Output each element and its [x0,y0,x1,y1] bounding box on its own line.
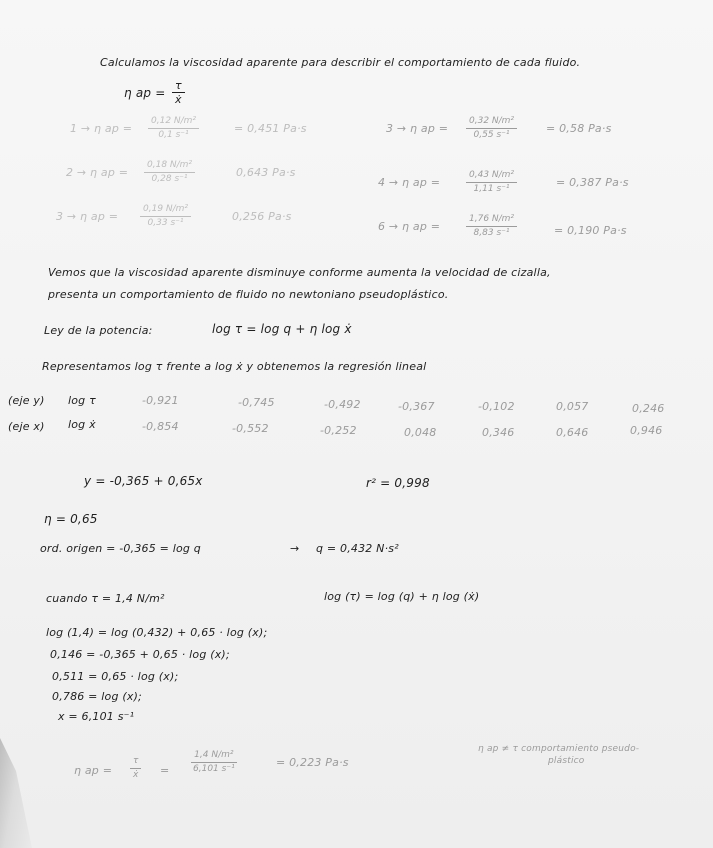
table-y-value: -0,492 [324,398,361,411]
observation-line-2: presenta un comportamiento de fluido no newtoniano pseudoplástico. [48,288,449,301]
calc-2-den: 0,28 s⁻¹ [151,174,188,184]
calc-2-result: 0,643 Pa·s [236,166,296,179]
table-row-x-axis: (eje x) [8,420,45,433]
table-y-value: -0,921 [142,394,179,407]
calc-3-prefix: 3 → η ap = [56,210,119,223]
final-equals: = [160,764,170,777]
formula-fraction [172,80,185,105]
calc-1-den: 0,1 s⁻¹ [158,130,189,140]
calc-5-result: = 0,387 Pa·s [556,176,629,189]
intro-text: Calculamos la viscosidad aparente para describir el comportamiento de cada fluido. [100,56,581,69]
table-y-value: -0,745 [238,396,275,409]
formula-lhs: η ap = [124,86,166,100]
note-line-1: η ap ≠ τ comportamiento pseudo- [478,744,640,754]
power-law-equation: log τ = log q + η log ẋ [212,322,352,336]
table-x-value: 0,048 [404,426,437,439]
origin-result: q = 0,432 N·s² [316,542,399,555]
calc-1-num: 0,12 N/m² [148,116,199,129]
calc-4-result: = 0,58 Pa·s [546,122,612,135]
calc-1-prefix: 1 → η ap = [70,122,133,135]
calc-5-fraction [466,170,517,195]
table-y-value: 0,057 [556,400,589,413]
table-y-value: -0,102 [478,400,515,413]
final-frac1-num: τ [130,756,141,769]
calc-6-num: 1,76 N/m² [466,214,517,227]
formula-denominator: ẋ [175,93,182,106]
calc-4-num: 0,32 N/m² [466,116,517,129]
power-law-label: Ley de la potencia: [44,324,153,337]
final-frac1-den: ẋ [133,770,139,780]
calc-2-num: 0,18 N/m² [144,160,195,173]
calc-6-den: 8,83 s⁻¹ [473,228,510,238]
final-frac2-num: 1,4 N/m² [191,750,236,763]
observation-line-1: Vemos que la viscosidad aparente disminuye conforme aumenta la velocidad de cizalla, [48,266,551,279]
step-line: 0,511 = 0,65 · log (x); [52,670,179,683]
step-line: 0,786 = log (x); [52,690,142,703]
calc-5-prefix: 4 → η ap = [378,176,441,189]
final-frac2-den: 6,101 s⁻¹ [193,764,235,774]
calc-1-fraction [148,116,199,141]
step-line: 0,146 = -0,365 + 0,65 · log (x); [50,648,230,661]
regression-equation: y = -0,365 + 0,65x [84,474,203,488]
calc-5-num: 0,43 N/m² [466,170,517,183]
when-text: cuando τ = 1,4 N/m² [46,592,165,605]
calc-3-den: 0,33 s⁻¹ [147,218,184,228]
final-fraction-values [190,750,238,775]
table-x-value: -0,552 [232,422,269,435]
n-value: η = 0,65 [44,512,98,526]
page-corner-shadow [0,738,40,848]
table-x-value: 0,946 [630,424,663,437]
table-y-value: -0,367 [398,400,435,413]
table-row-y-var: log τ [68,394,96,407]
step-line: x = 6,101 s⁻¹ [58,710,135,723]
regression-intro: Representamos log τ frente a log ẋ y obtenemos la regresión lineal [42,360,427,373]
table-x-value: 0,346 [482,426,515,439]
calc-4-fraction [466,116,517,141]
formula-numerator: τ [172,80,185,93]
table-x-value: -0,252 [320,424,357,437]
calc-1-result: = 0,451 Pa·s [234,122,307,135]
calc-3-result: 0,256 Pa·s [232,210,292,223]
calc-4-prefix: 3 → η ap = [386,122,449,135]
calc-3-fraction [140,204,191,229]
final-fraction-symbolic [130,756,141,781]
step-line: log (1,4) = log (0,432) + 0,65 · log (x); [46,626,268,639]
note-line-2: plástico [548,756,585,766]
table-x-value: -0,854 [142,420,179,433]
regression-r2: r² = 0,998 [366,476,430,490]
table-row-x-var: log ẋ [68,418,96,431]
final-result: = 0,223 Pa·s [276,756,349,769]
calc-6-fraction [466,214,517,239]
calc-3-num: 0,19 N/m² [140,204,191,217]
calc-5-den: 1,11 s⁻¹ [473,184,510,194]
calc-4-den: 0,55 s⁻¹ [473,130,510,140]
when-formula: log (τ) = log (q) + η log (ẋ) [324,590,480,603]
origin-text: ord. origen = -0,365 = log q [40,542,201,555]
calc-6-prefix: 6 → η ap = [378,220,441,233]
origin-arrow: → [290,542,300,555]
table-x-value: 0,646 [556,426,589,439]
table-y-value: 0,246 [632,402,665,415]
final-lhs: η ap = [74,764,113,777]
calc-6-result: = 0,190 Pa·s [554,224,627,237]
calc-2-fraction [144,160,195,185]
calc-2-prefix: 2 → η ap = [66,166,129,179]
table-row-y-axis: (eje y) [8,394,45,407]
